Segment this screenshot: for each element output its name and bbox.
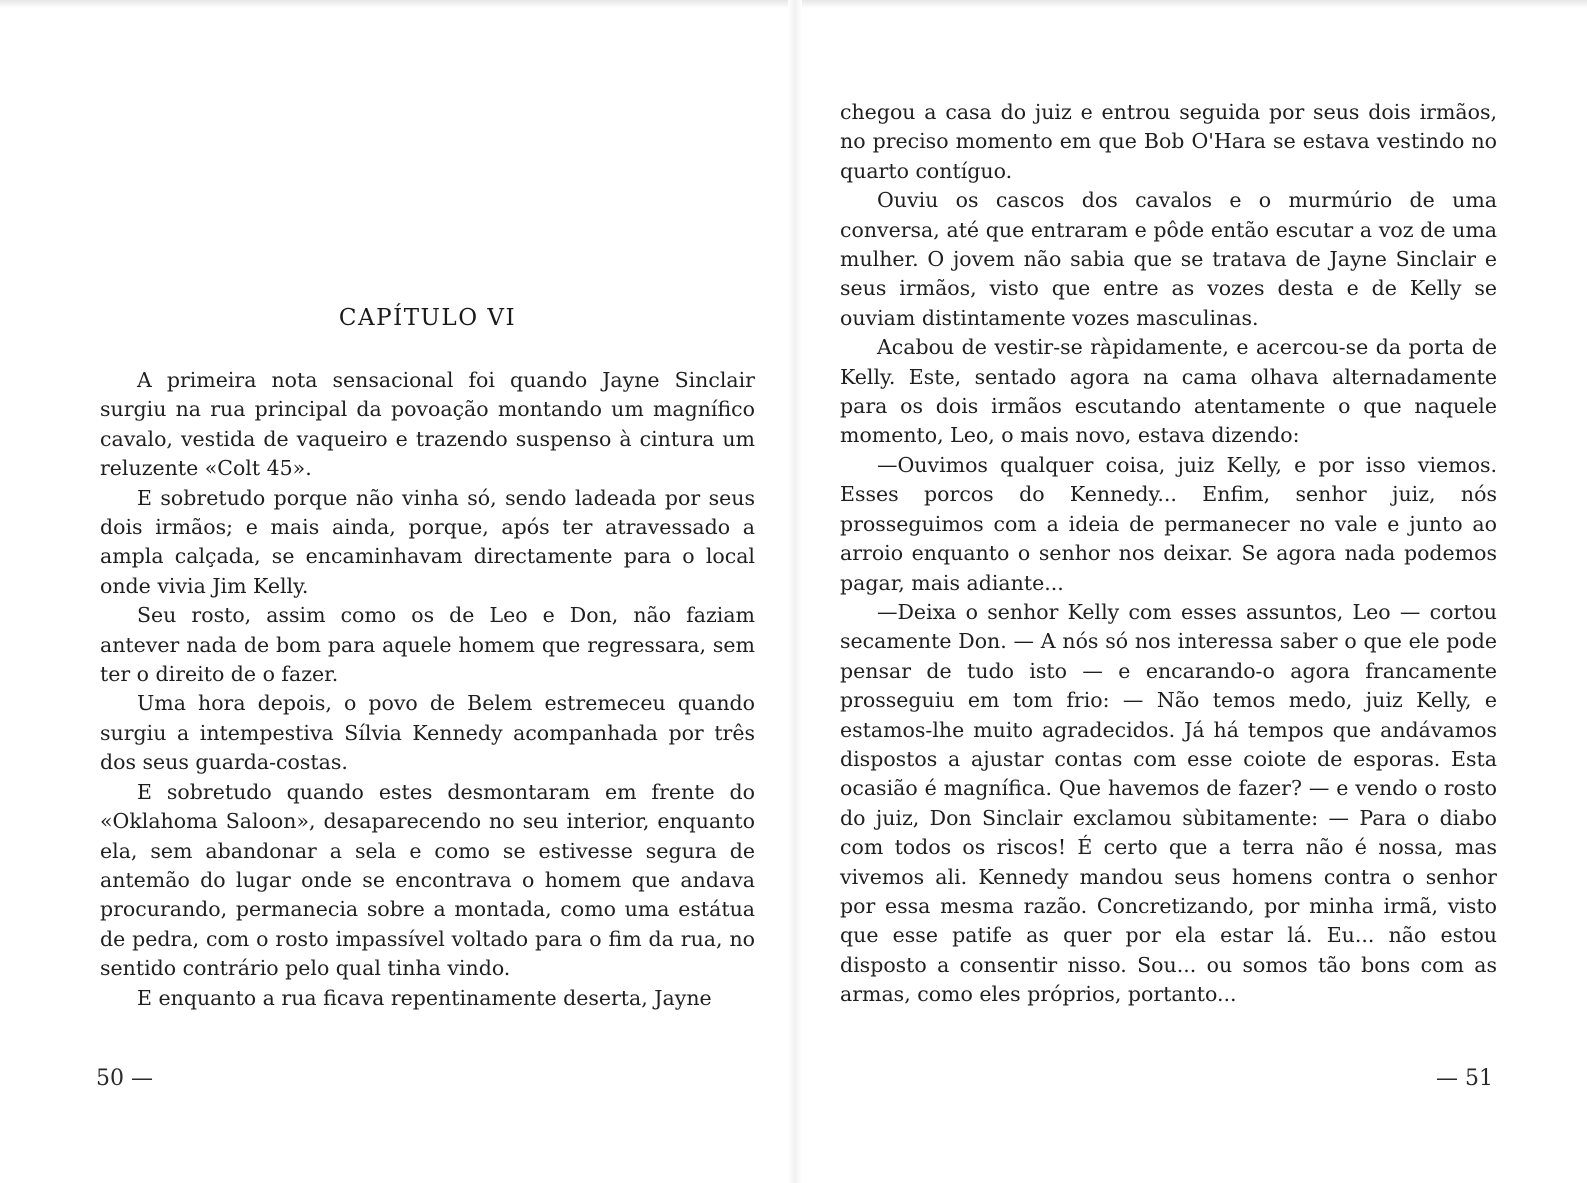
- paragraph: Seu rosto, assim como os de Leo e Don, não faziam antever nada de bom para aquele homem que regressara, sem ter o direito de o fazer.: [100, 603, 755, 687]
- paragraph: A primeira nota sensacional foi quando Jayne Sinclair surgiu na rua principal da povoação montando um magnífico cavalo, vestida de vaqueiro e trazendo suspenso à cintura um reluzente «Colt 45».: [100, 368, 755, 481]
- paragraph: E sobretudo quando estes desmontaram em frente do «Oklahoma Saloon», desaparecendo no seu interior, enquanto ela, sem abandonar a sela e como se estivesse segura de antemão do lugar onde se encontrava o homem que andava procurando, permanecia sobre a montada, como uma estátua de pedra, com o rosto impassível voltado para o fim da rua, no sentido contrário pelo qual tinha vindo.: [100, 779, 755, 981]
- left-page-text: [100, 366, 755, 1013]
- right-page: [800, 0, 1587, 1183]
- left-page: [0, 0, 792, 1183]
- paragraph: —Ouvimos qualquer coisa, juiz Kelly, e por isso viemos. Esses porcos do Kennedy... Enfim, senhor juiz, nós prosseguimos com a ideia de permanecer no vale e junto ao arroio enquanto o senhor nos deixar. Se agora nada podemos pagar, mais adiante...: [840, 452, 1497, 595]
- page-number-left: 50 —: [96, 1066, 153, 1091]
- paragraph: Uma hora depois, o povo de Belem estremeceu quando surgiu a intempestiva Sílvia Kennedy acompanhada por três dos seus guarda-costas.: [100, 691, 755, 775]
- paragraph: Acabou de vestir-se ràpidamente, e acercou-se da porta de Kelly. Este, sentado agora na cama olhava alternadamente para os dois irmãos escutando atentamente o que naquele momento, Leo, o mais novo, estava dizendo:: [840, 335, 1497, 448]
- chapter-title: CAPÍTULO VI: [338, 305, 517, 331]
- page-number-right: — 51: [1436, 1066, 1493, 1091]
- paragraph: E sobretudo porque não vinha só, sendo ladeada por seus dois irmãos; e mais ainda, porque, após ter atravessado a ampla calçada, se encaminhavam directamente para o local onde vivia Jim Kelly.: [100, 485, 755, 598]
- paragraph: Ouviu os cascos dos cavalos e o murmúrio de uma conversa, até que entraram e pôde então escutar a voz de uma mulher. O jovem não sabia que se tratava de Jayne Sinclair e seus irmãos, visto que entre as vozes desta e de Kelly se ouviam distintamente vozes masculinas.: [840, 188, 1497, 330]
- right-page-text: [840, 98, 1497, 1010]
- paragraph: E enquanto a rua ficava repentinamente deserta, Jayne: [137, 985, 712, 1010]
- paragraph: chegou a casa do juiz e entrou seguida por seus dois irmãos, no preciso momento em que Bob O'Hara se estava vestindo no quarto contíguo.: [840, 100, 1497, 183]
- paragraph: —Deixa o senhor Kelly com esses assuntos, Leo — cortou secamente Don. — A nós só nos interessa saber o que ele pode pensar de tudo isto — e encarando-o agora francamente prosseguiu em tom frio: — Não temos medo, juiz Kelly, e estamos-lhe muito agradecidos. Já há tempos que andávamos dispostos a ajustar contas com esse coiote de esporas. Esta ocasião é magnífica. Que havemos de fazer? — e vendo o rosto do juiz, Don Sinclair exclamou sùbitamente: — Para o diabo com todos os riscos! É certo que a terra não é nossa, mas vivemos ali. Kennedy mandou seus homens contra o senhor por essa mesma razão. Concretizando, por minha irmã, visto que esse patife as quer por ela estar lá. Eu... não estou disposto a consentir nisso. Sou... ou somos tão bons com as armas, como eles próprios, portanto...: [840, 599, 1497, 1007]
